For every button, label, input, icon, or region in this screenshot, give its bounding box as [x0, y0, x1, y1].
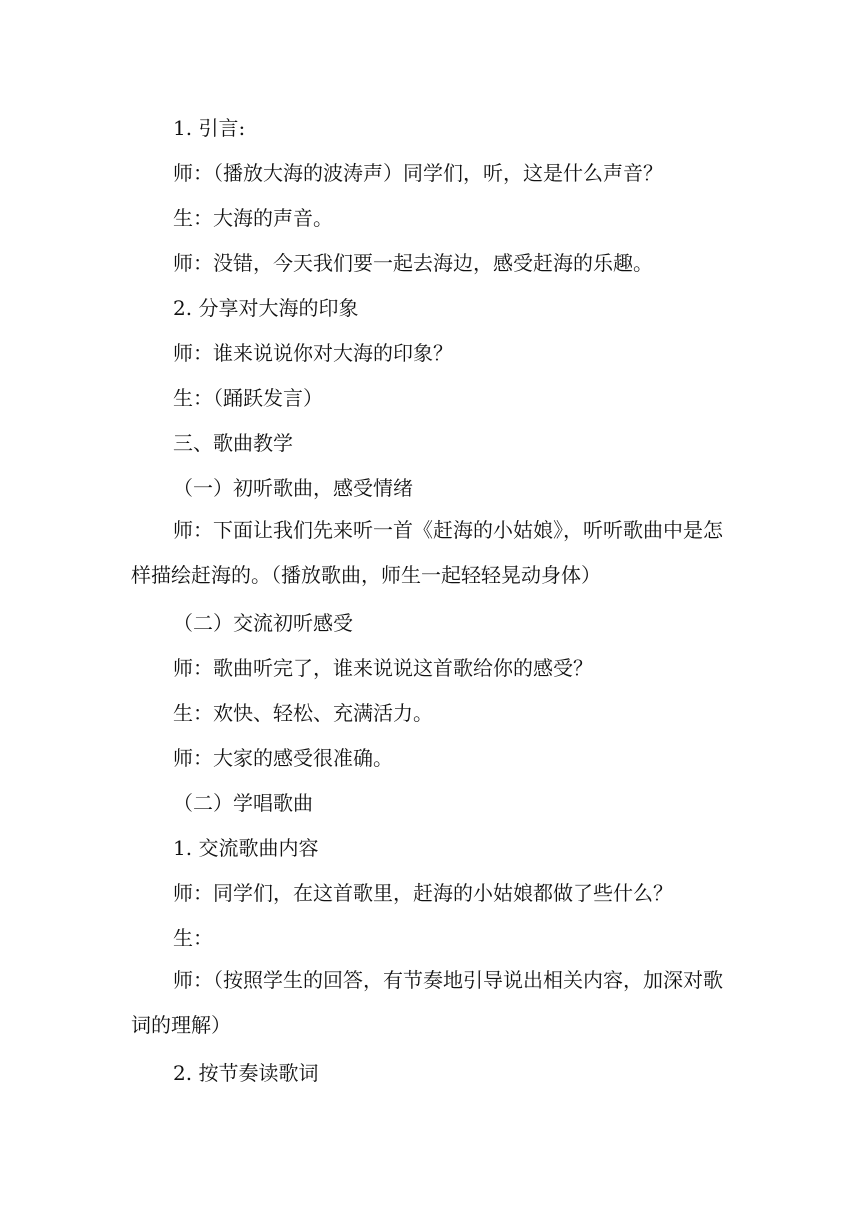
paragraph-student-1: 生：大海的声音。 [173, 206, 333, 230]
paragraph-teacher-8: 师：（按照学生的回答，有节奏地引导说出相关内容，加深对歌词的理解） [131, 968, 723, 1037]
paragraph-teacher-5: 师：歌曲听完了，谁来说说这首歌给你的感受？ [173, 656, 593, 680]
paragraph-teacher-4: 师：下面让我们先来听一首《赶海的小姑娘》，听听歌曲中是怎样描绘赶海的。（播放歌曲，师生一起轻轻晃动身体） [131, 518, 723, 587]
subsection-learn-singing: （二）学唱歌曲 [173, 791, 313, 815]
paragraph-student-2: 生：（踊跃发言） [173, 386, 323, 410]
subsection-first-listen: （一）初听歌曲，感受情绪 [173, 476, 413, 500]
paragraph-student-3: 生：欢快、轻松、充满活力。 [173, 701, 433, 725]
paragraph-share-heading: 2. 分享对大海的印象 [173, 296, 359, 320]
paragraph-teacher-3: 师：谁来说说你对大海的印象？ [173, 341, 453, 365]
paragraph-student-4: 生： [173, 926, 213, 950]
paragraph-intro-heading: 1. 引言: [173, 116, 246, 140]
paragraph-teacher-7: 师：同学们，在这首歌里，赶海的小姑娘都做了些什么？ [173, 881, 673, 905]
paragraph-rhythm-reading-heading: 2. 按节奏读歌词 [173, 1061, 319, 1085]
paragraph-song-content-heading: 1. 交流歌曲内容 [173, 836, 319, 860]
paragraph-teacher-6: 师：大家的感受很准确。 [173, 746, 393, 770]
paragraph-teacher-1: 师：（播放大海的波涛声）同学们，听，这是什么声音？ [173, 161, 663, 185]
section-heading-song-teaching: 三、歌曲教学 [173, 431, 293, 455]
subsection-exchange: （二）交流初听感受 [173, 611, 353, 635]
paragraph-teacher-2: 师：没错，今天我们要一起去海边，感受赶海的乐趣。 [173, 251, 653, 275]
